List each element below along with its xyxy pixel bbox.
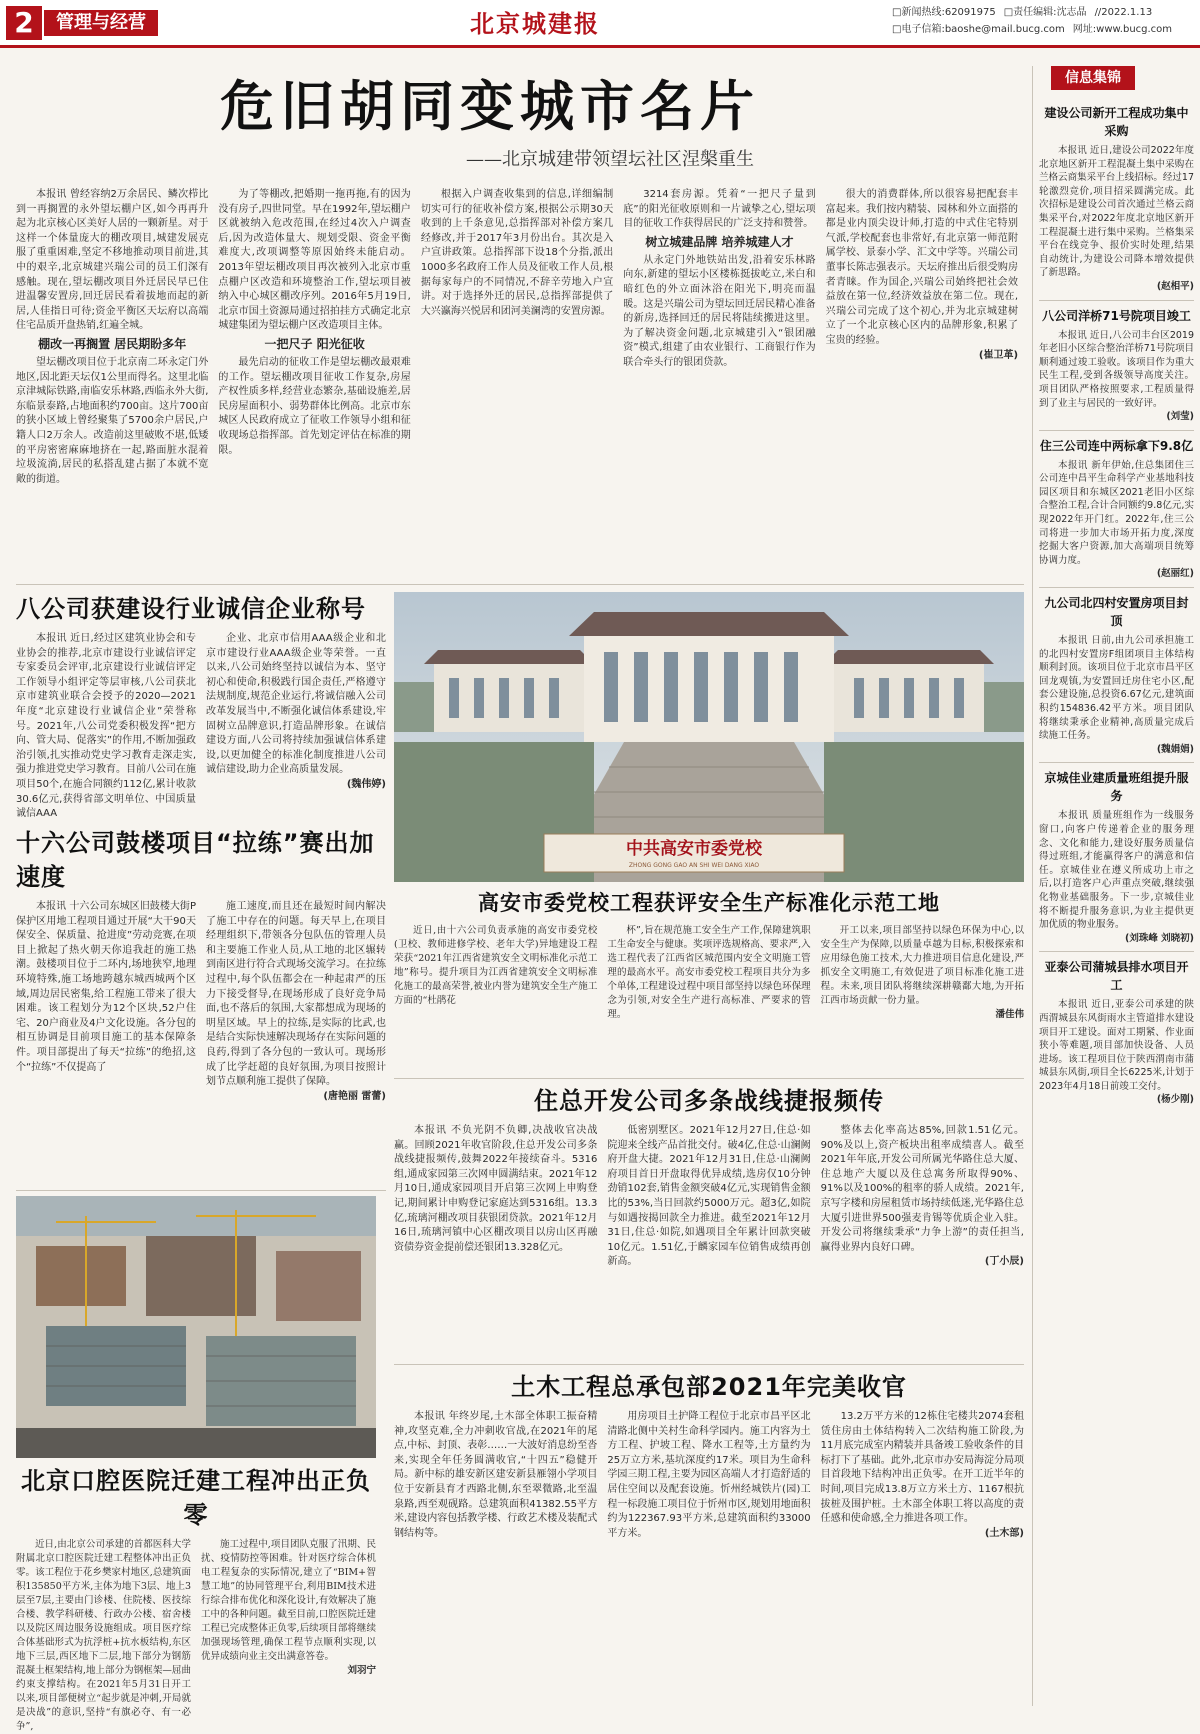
email-label: □电子信箱: xyxy=(892,24,945,35)
lead-paragraph: 3214套房源。凭着“一把尺子量到底”的阳光征收原则和一片诚挚之心,望坛项目的征收工作获得居民的广泛支持和赞誉。 xyxy=(623,189,816,230)
article-column: 本报讯 十六公司东城区旧鼓楼大街P保护区用地工程项目通过开展“大干90天保安全、保质量、抢进度”劳动竞赛,在项目上掀起了热火朝天你追我赶的施工热潮。鼓楼项目位于二环内,场地狭窄,地理环境特殊,施工场地跨越东城西城两个区域,周边居民密集,给工程施工带来了很大困难。该工程划分为12个区块,52户住宅、20户商业及4户文化设施。各分包的相互协调是目前项目施工的基本保障条件。项目部提出了每天“拉练”的绝招,这个“拉练”不仅提高了 xyxy=(16,901,196,1073)
article-shiliu xyxy=(16,826,386,1186)
section-label: 管理与经营 xyxy=(44,10,158,36)
digest-title: 建设公司新开工程成功集中采购 xyxy=(1044,106,1189,138)
article-column xyxy=(201,1538,376,1734)
paper-name: 北京城建报 xyxy=(470,9,600,38)
divider xyxy=(1039,587,1194,588)
article-title: 北京口腔医院迁建工程冲出正负零 xyxy=(21,1467,371,1529)
digest-item xyxy=(1039,769,1194,945)
article-column: 杯”,旨在规范施工安全生产工作,保障建筑职工生命安全与健康。奖项评选规格高、要求严,入选工程代表了江西省区城范围内安全文明施工管理的最高水平。高安市委党校工程项目共分为多个单体,工程建设过程中项目部坚持以绿色环保理念为引领,对安全生产进行高标准、严要求的管理。 xyxy=(607,925,811,1020)
hospital-site-photo xyxy=(16,1196,376,1458)
digest-item xyxy=(1039,307,1194,424)
digest-body: 本报讯 新年伊始,住总集团住三公司连中昌平生命科学产业基地科技园区项目和东城区2021老旧小区综合整治工程,合计合同额约9.8亿元,实现2022年开门红。2022年,住三公司将进一步加大市场开拓力度,深度挖掘大客户资源,加大高端项目统筹协调力度。 xyxy=(1039,459,1194,566)
digest-byline: (赵丽红) xyxy=(1156,568,1194,580)
masthead xyxy=(0,0,1200,48)
lead-paragraph: 为了等棚改,把婚期一拖再拖,有的因为没有房子,四世同堂。早在1992年,望坛棚户区就被纳入危改范围,在经过4次入户调查后,因为改造体量大、规划受限、资金平衡难度大,改项调整等原因始终未能启动。2013年望坛棚改项目再次被列入北京市重点棚户区改造和环境整治工作,望坛项目被纳入中心城区棚改序列。2016年5月19日,北京市国土资源局通过招拍挂方式确定北京城建集团为望坛棚户区改造项目主体。 xyxy=(218,189,411,332)
article-column: 用房项目土护降工程位于北京市昌平区北清路北侧中关村生命科学园内。施工内容为土方工程、护坡工程、降水工程等,土方量约为25万立方米,基坑深度约17米。项目为生命科学园三期工程,主要为园区高端人才打造舒适的居住空间以及配套设施。忻州经城铁片(园)工程一标段施工项目位于忻州市区,规划用地面积约为122367.93平方米,总建筑面积约33000平方米。 xyxy=(607,1411,811,1539)
lead-headline: 危旧胡同变城市名片 xyxy=(220,74,760,138)
article-byline: 刘羽宁 xyxy=(347,1665,376,1676)
article-byline: 潘佳伟 xyxy=(995,1009,1024,1020)
lead-subhead-3: 树立城建品牌 培养城建人才 xyxy=(645,234,794,249)
digest-item xyxy=(1039,104,1194,294)
digest-title: 京城佳业建质量班组提升服务 xyxy=(1044,771,1189,804)
lead-column-3 xyxy=(421,188,613,578)
article-column xyxy=(821,1124,1024,1270)
divider xyxy=(394,1364,1024,1365)
article-column: 近日,由十六公司负责承施的高安市委党校(卫校、教师进修学校、老年大学)异地建设工程荣获“2021年江西省建筑安全文明标准化示范工地”称号。提升项目为江西省建筑安全文明标准化施工的最高荣誉,被业内誉为建筑安全生产施工方面的“杜鹃花 xyxy=(394,925,598,1006)
web-link[interactable]: www.bucg.com xyxy=(1096,24,1173,35)
article-column xyxy=(821,924,1024,1022)
article-paragraph: 企业、北京市信用AAA级企业和北京市建设行业AAA级企业等荣誉。一直以来,八公司始终坚持以诚信为本、坚守初心和使命,积极践行国企责任,严格遵守法规制度,规范企业运行,将诚信融入公司改革发展当中,不断强化诚信体系建设,牢固树立品牌意识,打造品牌形象。在诚信建设方面,八公司将持续加强诚信体系建设,以更加健全的标准化制度推进八公司诚信建设,助力企业高质量发展。 xyxy=(206,633,386,776)
digest-item xyxy=(1039,437,1194,581)
article-byline: (丁小辰) xyxy=(984,1256,1024,1268)
divider xyxy=(1039,762,1194,763)
school-sign-text: 中共高安市委党校 xyxy=(626,839,762,859)
news-digest-sidebar xyxy=(1032,66,1194,1706)
web-label: 网址: xyxy=(1072,24,1097,35)
article-column xyxy=(206,632,386,822)
digest-body: 本报讯 近日,建设公司2022年度北京地区新开工程混凝土集中采购在兰格云商集采平台上线招标。经过17轮激烈竞价,项目招采圆满完成。此次招标是建设公司首次通过兰格云商集采平台,对2022年度北京地区新开工程混凝土进行集中采购。兰格集采平台在线竞争、报价实时处理,结果自动统计,为建设公司降本增效提供了新思路。 xyxy=(1039,145,1194,279)
lead-paragraph: 根据入户调查收集到的信息,详细编制切实可行的征收补偿方案,根据公示期30天收到的上千条意见,总指挥部对补偿方案几经修改,并于2017年3月份出台。其次是入户宣讲政策。总指挥部下设18个分指,派出1000多名政府工作人员及征收工作人员,根据每家每户的不同情况,不辞辛劳地入户宣讲。对于选择外迁的居民,总指挥部提供了大兴瀛海兴悦居和团河美澜湾的安置房源。 xyxy=(420,189,614,317)
divider xyxy=(1039,951,1194,952)
lead-subheadline: ——北京城建带领望坛社区涅槃重生 xyxy=(466,149,754,170)
article-column: 本报讯 近日,经过区建筑业协会和专业协会的推荐,北京市建设行业诚信评定专家委员会评审,北京建设行业诚信评定工作领导小组评定等层审核,八公司获北京市建筑业联合会授予的2020—2021年度“北京建设行业诚信企业”荣誉称号。2021年,八公司党委积极发挥“把方向、管大局、促落实”的作用,不断加强政治引领,扎实推动党史学习教育走深走实,强力推进党史学习教育。目前八公司在施项目50个,在施合同额约112亿,累计收款30.6亿元,获得省部文明单位、中国质量诚信AAA xyxy=(16,633,196,820)
article-zhuzong xyxy=(394,1084,1024,1364)
article-title: 高安市委党校工程获评安全生产标准化示范工地 xyxy=(478,891,940,915)
editor-label: □责任编辑: xyxy=(1003,7,1057,18)
article-column xyxy=(206,900,386,1104)
party-school-illustration xyxy=(394,592,1024,882)
divider xyxy=(1039,300,1194,301)
school-sign-pinyin: ZHONG GONG GAO AN SHI WEI DANG XIAO xyxy=(628,862,760,869)
divider xyxy=(1039,430,1194,431)
issue-date: //2022.1.13 xyxy=(1094,7,1153,18)
digest-byline: (刘珠峰 刘晓初) xyxy=(1125,932,1194,944)
digest-title: 亚泰公司蒲城县排水项目开工 xyxy=(1044,960,1189,993)
article-title: 八公司获建设行业诚信企业称号 xyxy=(16,595,366,623)
construction-site-illustration xyxy=(16,1196,376,1458)
article-paragraph: 开工以来,项目部坚持以绿色环保为中心,以安全生产为保障,以质量卓越为目标,积极探索和应用绿色施工技术,大力推进项目信息化建设,严抓安全文明施工,有效促进了项目标准化施工进程。未来,项目团队将继续深耕赣鄱大地,为开拓江西市场贡献一份力量。 xyxy=(820,925,1024,1006)
digest-byline: (杨少刚) xyxy=(1156,1094,1194,1106)
lead-column-5 xyxy=(826,188,1018,578)
article-byline: (魏伟婷) xyxy=(346,778,386,790)
digest-body: 本报讯 质量班组作为一线服务窗口,向客户传递着企业的服务理念、文化和能力,建设好服务质量信得过班组,才能赢得客户的满意和信任。京城佳业在遵义所成功上市之后,以打造客户心声重点突破,继续强化物业基础服务。下一步,京城佳业将不断提升服务意识,为业主提供更加优质的物业服务。 xyxy=(1039,810,1194,931)
article-bajian xyxy=(16,592,386,822)
article-byline: (土木部) xyxy=(984,1527,1024,1539)
digest-body: 本报讯 近日,亚泰公司承建的陕西渭城县东风街雨水主管道排水建设项目开工建设。面对工期紧、作业面狭小等难题,项目部加快设备、人员进场。该工程项目位于陕西渭南市蒲城县东风街,项目全长6225米,计划于2023年4月18日前竣工交付。 xyxy=(1039,999,1194,1092)
header-info xyxy=(892,4,1198,38)
editor: 沈志晶 xyxy=(1056,7,1087,18)
lead-column-4 xyxy=(623,188,815,578)
digest-title: 九公司北四村安置房项目封顶 xyxy=(1044,596,1189,629)
lead-column-2 xyxy=(218,188,410,578)
lead-paragraph: 最先启动的征收工作是望坛棚改最艰难的工作。望坛棚改项目征收工作复杂,房屋产权性质多样,经营业态繁杂,基础设施差,居民房屋面积小、弱势群体比例高。北京市东城区人民政府成立了征收工作领导小组和征收现场总指挥部。首先划定评估在标准的期限。 xyxy=(218,356,411,456)
email-link[interactable]: baoshe@mail.bucg.com xyxy=(944,24,1065,35)
lead-column-1 xyxy=(16,188,208,578)
lead-paragraph: 很大的消费群体,所以很容易把配套丰富起来。我们按内精装、园林和外立面搭的都是业内顶尖设计师,打造的中式住宅特别气派,学校配套也非常好,有北京第一师范附属学校、景泰小学、汇文中学等。兴瑞公司董事长陈志强表示。天坛府推出后很受购房者青睐。作为国企,兴瑞公司始终把社会效益放在第一位,经济效益放在第二位。现在,兴瑞公司完成了这个初心,并为北京城建树立了一个北京核心区内的品牌形象,积累了宝贵的经验。 xyxy=(825,189,1019,346)
lead-paragraph: 本报讯 曾经容纳2万余居民、鳞次栉比到一再搁置的永外望坛棚户区,如今再再升起为北京核心区美好人居的一颗新星。对于这样一个体量庞大的棚改项目,城建发展克服了重重困难,坚定不移地推动项目前进,其中的艰辛,北京城建兴瑞公司的员工们深有感触。现在,望坛棚改项目外迁居民早已住进温馨安置房,回迁居民看着拔地而起的新居,人佳指日可待;资金平衡区天坛府以高端住宅品质开盘热销,红遍全城。 xyxy=(16,189,209,332)
article-title: 土木工程总承包部2021年完美收官 xyxy=(511,1373,907,1401)
article-kouqiang xyxy=(16,1464,376,1732)
divider xyxy=(394,1078,1024,1079)
digest-body: 本报讯 近日,八公司丰台区2019年老旧小区综合整治洋桥71号院项目顺利通过竣工验收。该项目作为重大民生工程,受到各级领导高度关注。项目团队严格按照要求,工程质量得到了业主与居民的一致好评。 xyxy=(1039,329,1194,409)
hotline-label: □新闻热线: xyxy=(892,7,945,18)
digest-title: 住三公司连中两标拿下9.8亿 xyxy=(1039,438,1194,453)
sidebar-heading: 信息集锦 xyxy=(1051,66,1135,90)
lead-byline: (崔卫革) xyxy=(978,349,1019,361)
party-school-photo xyxy=(394,592,1024,882)
digest-body: 本报讯 日前,由九公司承担施工的北四村安置房F组团项目主体结构顺利封顶。该项目位于北京市昌平区回龙观镇,为安置回迁房住宅小区,配套公建设施,总投资6.67亿元,建筑面积约154836.42平方米。项目团队将继续秉承企业精神,高质量完成后续施工任务。 xyxy=(1039,635,1194,742)
article-column xyxy=(821,1410,1024,1541)
lead-paragraph: 从永定门外地铁站出发,沿着安乐林路向东,新建的望坛小区楼栋挺拔屹立,米白和暗红色的外立面沐浴在阳光下,明亮而温暖。这是兴瑞公司为望坛回迁居民精心准备的新房,选择回迁的居民将陆续搬进这里。为了解决资金问题,北京城建引入“银团融资”模式,组建了由农业银行、工商银行作为联合牵头行的银团贷款。 xyxy=(623,254,816,368)
article-gaoan xyxy=(394,886,1024,1076)
digest-item xyxy=(1039,958,1194,1107)
divider xyxy=(16,584,1024,585)
page-number: 2 xyxy=(6,6,42,40)
article-paragraph: 施工过程中,项目团队克服了汛期、民扰、疫情防控等困难。针对医疗综合体机电工程复杂的实际情况,建立了“BIM+智慧工地”的协同管理平台,利用BIM技术进行综合排布优化和深化设计,有效解决了施工中的各种问题。截至目前,口腔医院迁建工程已完成整体正负零,后续项目部将继续加强现场管理,确保工程节点顺利实现,以优异成绩向业主交出满意答卷。 xyxy=(201,1539,376,1662)
digest-byline: (赵相平) xyxy=(1156,280,1194,292)
article-paragraph: 13.2万平方米的12栋住宅楼共2074套租赁住房由土体结构转入二次结构施工阶段,为11月底完成室内精装并具备竣工验收条件的目标打下了基础。此外,北京市办安局海淀分局项目首段地下结构冲出正负零。在开工近半年的时间,项目完成13.8万立方米土方、1167根抗拔桩及围护桩。土木部全体职工将以高度的责任感和使命感,全力推进各项工作。 xyxy=(820,1411,1024,1525)
digest-title: 八公司洋桥71号院项目竣工 xyxy=(1042,308,1191,323)
lead-subhead-2: 一把尺子 阳光征收 xyxy=(264,336,365,351)
lead-subhead-1: 棚改一再搁置 居民期盼多年 xyxy=(38,336,187,351)
article-column: 本报讯 年终岁尾,土木部全体职工振奋精神,攻坚克难,全力冲刺收官战,在2021年的尾点,中标、封顶、表彰……一大波好消息纷至沓来,实现全年任务圆满收官,“十四五”稳健开局。新中标的雄安新区建安新县雁翎小学项目位于安新县育才西路北侧,东至翠微路,北至温泉路,西至观砚路。总建筑面积41382.55平方米,建设内容包括教学楼、行政艺术楼及装配式钢结构等。 xyxy=(394,1411,598,1539)
article-tumu xyxy=(394,1370,1024,1706)
digest-byline: (魏娟娟) xyxy=(1156,743,1194,755)
article-paragraph: 施工速度,而且还在最短时间内解决了施工中存在的问题。每天早上,在项目经理组织下,带领各分包队伍的管理人员和主要施工作业人员,从工地的北区辗转到南区进行符合式现场交流学习。在拉练过程中,每个队伍都会在一种起肃严的压力下接受督导,在现场形成了良好竞争局面,也不落后的氛围,大家都想成为现场的明星区域。早上的拉练,是实际的比武,也是结合实际快速解决现场存在实际问题的良药,得到了各分包的一致认可。现场形成了比学赶超的良好氛围,为项目按照计划节点顺利施工提供了保障。 xyxy=(206,901,386,1088)
digest-item xyxy=(1039,594,1194,756)
article-column: 近日,由北京公司承建的首都医科大学附属北京口腔医院迁建工程整体冲出正负零。该工程位于花乡樊家村地区,总建筑面积135850平方米,主体为地下3层、地上3层至7层,主要由门诊楼、住院楼、医技综合楼、教学科研楼、行政办公楼、宿舍楼以及院区周边服务设施组成。项目医疗综合体基础形式为抗浮桩+抗水板结构,东区地下三层,西区地下二层,地下部分为钢筋混凝土框架结构,地上部分为钢框架—屈曲约束支撑结构。在2021年5月31日开工以来,项目部便树立“起步就是冲刺,开局就是决战”的意识,坚持“有旗必夺、有一必争”, xyxy=(16,1539,191,1732)
article-column: 低密别墅区。2021年12月27日,住总·如院迎来全线产品首批交付。破4亿,住总·山澜阙府开盘大捷。2021年12月31日,住总·山澜阙府项目首日开盘取得优异成绩,选房仅10分钟劲销102套,销售金额突破4亿元,实现销售金额比的53%,当日回款约5000万元。超3亿,如院与如遇按揭回款全力推进。截至2021年12月31日,住总·如院,如遇项目全年累计回款突破10亿元。1.51亿,于麟家园车位销售成绩再创新高。 xyxy=(607,1125,811,1268)
lead-article xyxy=(16,188,1018,578)
digest-byline: (刘莹) xyxy=(1166,411,1194,423)
hotline: 62091975 xyxy=(944,7,996,18)
article-title: 住总开发公司多条战线捷报频传 xyxy=(534,1087,884,1115)
lead-paragraph: 望坛棚改项目位于北京南二环永定门外地区,因北距天坛仅1公里而得名。这里北临京津城际铁路,南临安乐林路,西临永外大街,东临景泰路,占地面积约700亩。这片700亩的狭小区域上曾经聚集了5700余户居民,户籍人口2万余人。改造前这里破败不堪,低矮的平房密密麻麻地挤在一起,路面脏水混着垃圾流淌,居民的私搭乱建占据了本就不宽敞的街道。 xyxy=(16,356,209,485)
article-column: 本报讯 不负光阴不负卿,决战收官决战赢。回顾2021年收官阶段,住总开发公司多条战线捷报频传,鼓舞2022年接续奋斗。5316组,通成家园第三次网申圆满结束。2021年12月10日,通成家园项目开启第三次网上申购登记,期间累计申购登记家庭达到5316组。13.3亿,琉璃河棚改项目获银团贷款。2021年12月16日,琉璃河镇中心区棚改项目以房山区再融资债券资金提前偿还银团13.328亿元。 xyxy=(394,1125,598,1253)
article-title: 十六公司鼓楼项目“拉练”赛出加速度 xyxy=(16,829,375,891)
article-paragraph: 整体去化率高达85%,回款1.51亿元。90%及以上,资产板块出租率成绩喜人。截至2021年年底,开发公司所属光华路住总大厦、住总地产大厦以及住总寓务所取得90%、91%以及100%的租率的骄人成绩。2021年,京写字楼和房屋租赁市场持续低迷,光华路住总大厦引进世界500强麦肯锡等优质企业入驻。开发公司将继续秉承“力争上游”的责任担当,赢得业界内良好口碑。 xyxy=(820,1125,1024,1253)
article-byline: (唐艳丽 雷蕾) xyxy=(323,1090,386,1102)
divider xyxy=(16,1190,386,1191)
